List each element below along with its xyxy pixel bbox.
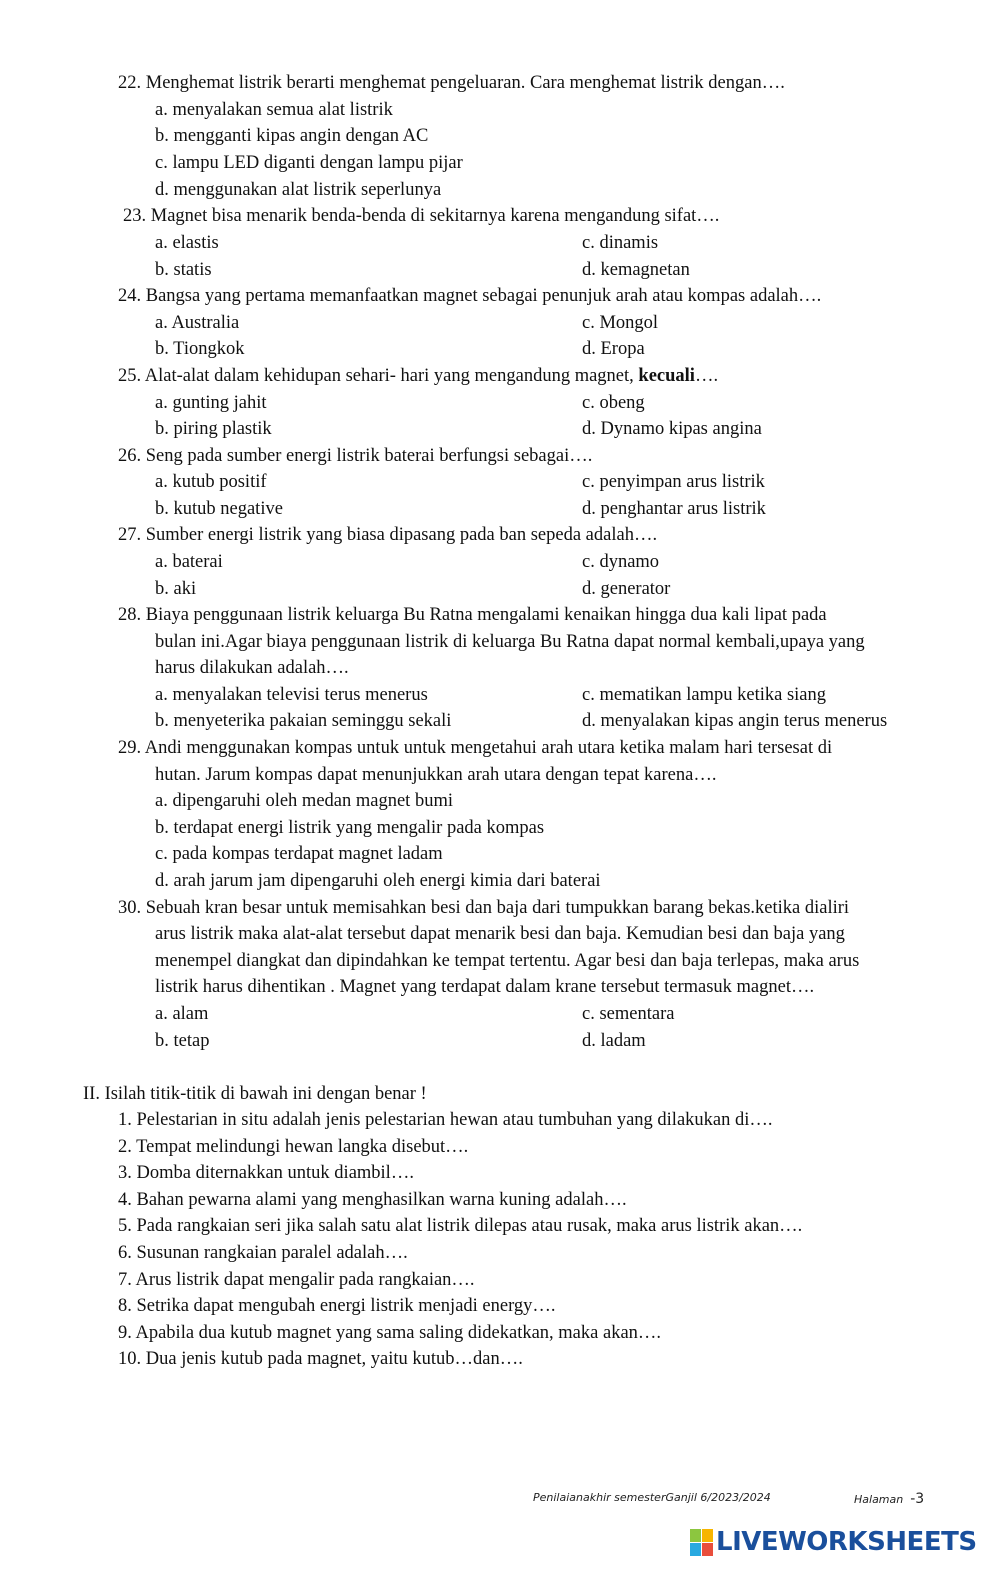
question-24-stem: 24. Bangsa yang pertama memanfaatkan magnet sebagai penunjuk arah atau kompas adalah…. <box>118 286 822 306</box>
fill-item-4: 4. Bahan pewarna alami yang menghasilkan warna kuning adalah…. <box>118 1190 627 1210</box>
footer-page-label: Halaman <box>854 1493 904 1506</box>
question-26-option-b: b. kutub negative <box>155 499 283 519</box>
question-25-option-b: b. piring plastik <box>155 419 272 439</box>
question-23-option-d: d. kemagnetan <box>582 260 690 280</box>
question-24-option-b: b. Tiongkok <box>155 339 245 359</box>
question-29-option-c: c. pada kompas terdapat magnet ladam <box>155 844 443 864</box>
fill-item-7: 7. Arus listrik dapat mengalir pada rangkaian…. <box>118 1270 475 1290</box>
logo-square-2 <box>702 1529 713 1542</box>
question-28-stem-line-3: harus dilakukan adalah…. <box>155 658 349 678</box>
question-22-option-a: a. menyalakan semua alat listrik <box>155 100 393 120</box>
question-30-stem-line-1: 30. Sebuah kran besar untuk memisahkan besi dan baja dari tumpukkan barang bekas.ketika dialiri <box>118 898 850 918</box>
liveworksheets-brand <box>690 1527 977 1557</box>
question-27-stem: 27. Sumber energi listrik yang biasa dipasang pada ban sepeda adalah…. <box>118 525 658 545</box>
fill-item-10: 10. Dua jenis kutub pada magnet, yaitu kutub…dan…. <box>118 1349 523 1369</box>
question-30-stem-line-2: arus listrik maka alat-alat tersebut dapat menarik besi dan baja. Kemudian besi dan baja yang <box>155 924 845 944</box>
question-30-option-b: b. tetap <box>155 1031 210 1051</box>
logo-square-1 <box>690 1529 701 1542</box>
question-26-option-d: d. penghantar arus listrik <box>582 499 766 519</box>
liveworksheets-logo-icon <box>690 1529 712 1555</box>
logo-square-4 <box>702 1543 713 1556</box>
question-25-option-c: c. obeng <box>582 393 645 413</box>
question-28-option-b: b. menyeterika pakaian seminggu sekali <box>155 711 452 731</box>
question-30-option-d: d. ladam <box>582 1031 646 1051</box>
question-23-option-b: b. statis <box>155 260 212 280</box>
question-28-stem-line-2: bulan ini.Agar biaya penggunaan listrik di keluarga Bu Ratna dapat normal kembali,upaya yang <box>155 632 865 652</box>
question-29-option-d: d. arah jarum jam dipengaruhi oleh energi kimia dari baterai <box>155 871 601 891</box>
question-29-stem-line-2: hutan. Jarum kompas dapat menunjukkan arah utara dengan tepat karena…. <box>155 765 717 785</box>
question-22-stem: 22. Menghemat listrik berarti menghemat pengeluaran. Cara menghemat listrik dengan…. <box>118 73 785 93</box>
question-23-stem: 23. Magnet bisa menarik benda-benda di sekitarnya karena mengandung sifat…. <box>123 206 720 226</box>
fill-item-9: 9. Apabila dua kutub magnet yang sama saling didekatkan, maka akan…. <box>118 1323 662 1343</box>
logo-square-3 <box>690 1543 701 1556</box>
fill-item-5: 5. Pada rangkaian seri jika salah satu alat listrik dilepas atau rusak, maka arus listrik akan…. <box>118 1216 803 1236</box>
question-26-option-c: c. penyimpan arus listrik <box>582 472 765 492</box>
question-26-stem: 26. Seng pada sumber energi listrik baterai berfungsi sebagai…. <box>118 446 593 466</box>
question-29-option-a: a. dipengaruhi oleh medan magnet bumi <box>155 791 453 811</box>
question-28-stem-line-1: 28. Biaya penggunaan listrik keluarga Bu Ratna mengalami kenaikan hingga dua kali lipat pada <box>118 605 827 625</box>
question-30-option-a: a. alam <box>155 1004 209 1024</box>
question-24-option-a: a. Australia <box>155 313 240 333</box>
question-25-option-a: a. gunting jahit <box>155 393 267 413</box>
question-28-option-d: d. menyalakan kipas angin terus menerus <box>582 711 888 731</box>
question-27-option-b: b. aki <box>155 579 197 599</box>
fill-item-3: 3. Domba diternakkan untuk diambil…. <box>118 1163 414 1183</box>
question-25-stem <box>118 367 718 386</box>
section-2-title: II. Isilah titik-titik di bawah ini dengan benar ! <box>83 1084 427 1104</box>
question-22-option-c: c. lampu LED diganti dengan lampu pijar <box>155 153 463 173</box>
question-27-option-c: c. dynamo <box>582 552 660 572</box>
fill-item-8: 8. Setrika dapat mengubah energi listrik menjadi energy…. <box>118 1296 556 1316</box>
question-28-option-c: c. mematikan lampu ketika siang <box>582 685 827 705</box>
question-25-stem-end: …. <box>694 366 719 386</box>
question-23-option-a: a. elastis <box>155 233 219 253</box>
question-29-option-b: b. terdapat energi listrik yang mengalir pada kompas <box>155 818 545 838</box>
fill-item-1: 1. Pelestarian in situ adalah jenis pelestarian hewan atau tumbuhan yang dilakukan di…. <box>118 1110 773 1130</box>
question-24-option-d: d. Eropa <box>582 339 645 359</box>
question-22-option-d: d. menggunakan alat listrik seperlunya <box>155 180 442 200</box>
question-30-option-c: c. sementara <box>582 1004 675 1024</box>
fill-item-2: 2. Tempat melindungi hewan langka disebut…. <box>118 1137 469 1157</box>
question-27-option-a: a. baterai <box>155 552 223 572</box>
question-28-option-a: a. menyalakan televisi terus menerus <box>155 685 428 705</box>
footer-exam-title: Penilaianakhir semesterGanjil 6/2023/2024 <box>533 1491 771 1504</box>
fill-item-6: 6. Susunan rangkaian paralel adalah…. <box>118 1243 408 1263</box>
question-25-stem-bold: kecuali <box>638 366 695 386</box>
footer-page-number: -3 <box>910 1491 925 1507</box>
question-29-stem-line-1: 29. Andi menggunakan kompas untuk untuk mengetahui arah utara ketika malam hari tersesat di <box>118 738 833 758</box>
question-30-stem-line-4: listrik harus dihentikan . Magnet yang terdapat dalam krane tersebut termasuk magnet…. <box>155 977 815 997</box>
question-22-option-b: b. mengganti kipas angin dengan AC <box>155 126 429 146</box>
question-26-option-a: a. kutub positif <box>155 472 267 492</box>
footer-page <box>854 1491 924 1507</box>
question-25-option-d: d. Dynamo kipas angina <box>582 419 762 439</box>
question-24-option-c: c. Mongol <box>582 313 659 333</box>
question-23-option-c: c. dinamis <box>582 233 659 253</box>
liveworksheets-wordmark: LIVEWORKSHEETS <box>716 1527 977 1557</box>
question-30-stem-line-3: menempel diangkat dan dipindahkan ke tempat tertentu. Agar besi dan baja terlepas, maka arus <box>155 951 860 971</box>
question-27-option-d: d. generator <box>582 579 671 599</box>
question-25-stem-text: 25. Alat-alat dalam kehidupan sehari- hari yang mengandung magnet, <box>118 366 639 386</box>
